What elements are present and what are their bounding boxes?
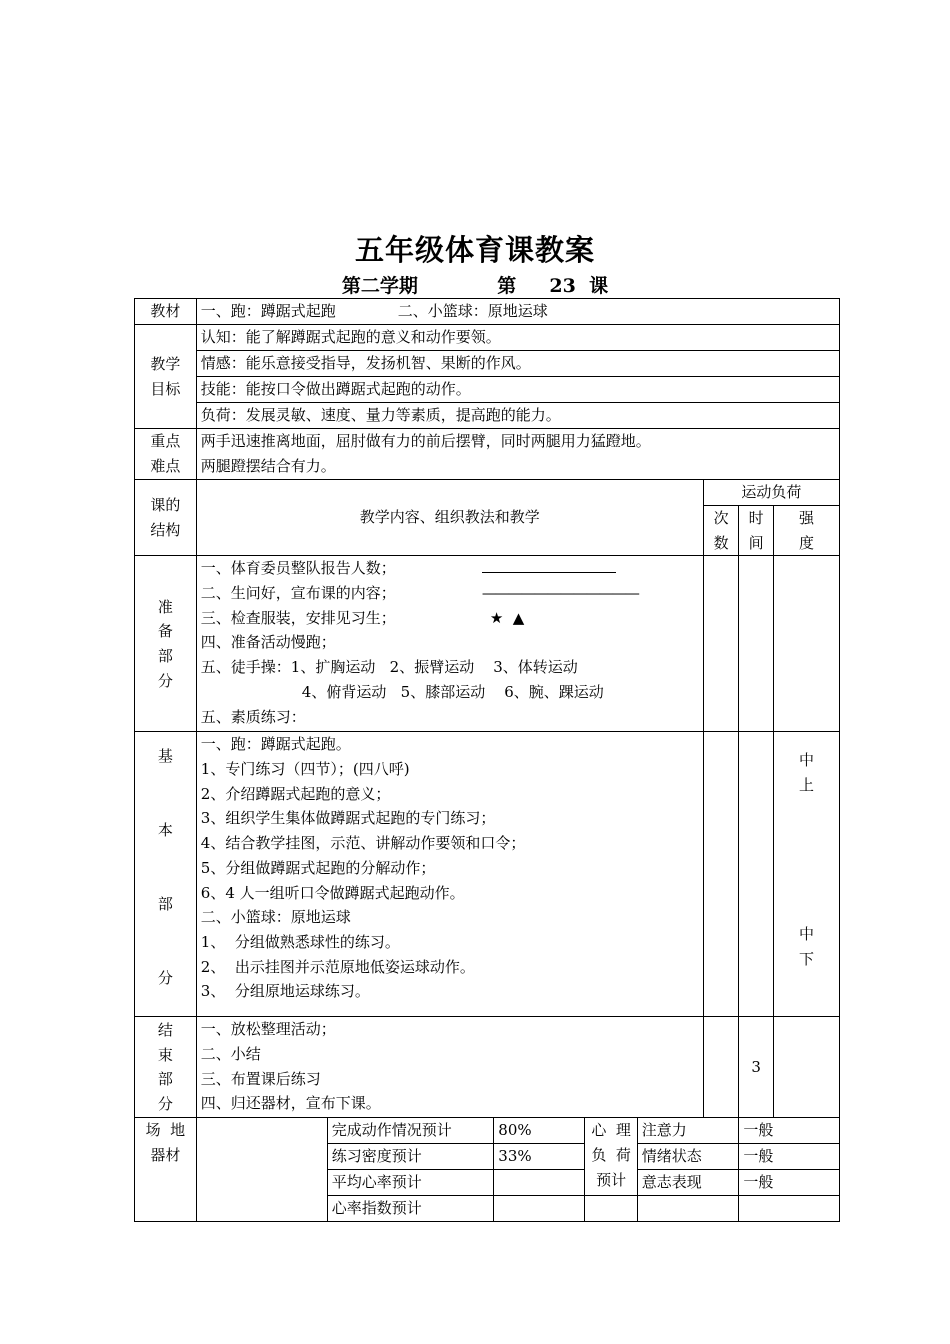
list-item: 五、素质练习： (200, 707, 306, 726)
list-item: 一、跑：蹲踞式起跑。 (200, 735, 351, 754)
dash-mark: ———————————— (481, 584, 638, 603)
list-item: 三、布置课后练习 (200, 1069, 321, 1088)
closing-label: 结 束 部 分 (135, 1017, 197, 1118)
estimate-label: 练习密度预计 (327, 1144, 494, 1170)
venue-content (196, 1118, 327, 1222)
count-header: 次 数 (703, 506, 739, 556)
list-item: 二、小篮球：原地运球 (200, 908, 351, 927)
objective-row-3 (135, 377, 840, 403)
semester-label: 第二学期 (341, 275, 418, 297)
estimate-label: 心率指数预计 (327, 1196, 494, 1222)
difficult-point: 两腿蹬摆结合有力。 (200, 456, 336, 475)
lesson-prefix: 第 (497, 275, 517, 297)
list-item: 6、4 人一组听口令做蹲踞式起跑动作。 (200, 883, 465, 902)
closing-content (196, 1017, 703, 1118)
main-label: 基 本 部 分 (135, 732, 197, 1017)
key-points-content (196, 429, 839, 480)
list-item: 一、体育委员整队报告人数； (201, 556, 699, 581)
objectives-label: 教学 目标 (135, 325, 197, 429)
venue-label: 场 地 器材 (135, 1118, 197, 1222)
key-points-label: 重点 难点 (135, 429, 197, 480)
star-triangle-icon: ★ ▲ (489, 608, 525, 627)
psych-label: 注意力 (637, 1118, 739, 1144)
estimate-value: 80% (494, 1118, 585, 1144)
prep-count (703, 556, 739, 732)
prep-time (739, 556, 774, 732)
psych-empty (739, 1196, 840, 1222)
psych-label: 情绪状态 (637, 1144, 739, 1170)
estimate-value: 33% (494, 1144, 585, 1170)
list-item: 三、检查服装，安排见习生； ★ ▲ (200, 608, 525, 627)
main-count (703, 732, 739, 1017)
list-item: 5、分组做蹲踞式起跑的分解动作； (200, 858, 436, 877)
prep-section-row (135, 556, 840, 732)
structure-label: 课的 结构 (135, 480, 197, 556)
estimate-value (494, 1196, 585, 1222)
objective-load: 负荷：发展灵敏、速度、量力等素质，提高跑的能力。 (196, 403, 839, 429)
objective-row-4 (135, 403, 840, 429)
list-item: 二、生问好，宣布课的内容； ———————————— (201, 581, 699, 606)
estimate-label: 平均心率预计 (327, 1170, 494, 1196)
closing-count (703, 1017, 739, 1118)
content-header: 教学内容、组织教法和教学 (196, 480, 703, 556)
footer-row-1 (135, 1118, 840, 1144)
estimate-label: 完成动作情况预计 (327, 1118, 494, 1144)
load-header: 运动负荷 (703, 480, 839, 506)
prep-content (196, 556, 703, 732)
psych-load-label: 心 理 负 荷 预计 (585, 1118, 637, 1196)
key-points-row (135, 429, 840, 480)
intensity-header: 强 度 (773, 506, 839, 556)
materials-row (135, 299, 840, 325)
time-header: 时 间 (739, 506, 774, 556)
list-item: 3、组织学生集体做蹲踞式起跑的专门练习； (200, 809, 496, 828)
list-item: 1、 分组做熟悉球性的练习。 (200, 932, 400, 951)
main-intensity: 中 上 中 下 (773, 732, 839, 1017)
list-item: 二、小结 (200, 1045, 261, 1064)
main-section-row (135, 732, 840, 1017)
psych-empty (637, 1196, 739, 1222)
objective-emotion: 情感：能乐意接受指导，发扬机智、果断的作风。 (196, 351, 839, 377)
psych-empty (585, 1196, 637, 1222)
list-item: 四、准备活动慢跑； (200, 633, 336, 652)
key-point: 两手迅速推离地面，屈肘做有力的前后摆臂，同时两腿用力猛蹬地。 (200, 432, 651, 450)
page-title: 五年级体育课教案 (354, 233, 595, 267)
list-item: 2、 出示挂图并示范原地低姿运球动作。 (200, 957, 475, 976)
prep-label: 准 备 部 分 (135, 556, 197, 732)
main-content (196, 732, 703, 1017)
closing-time: 3 (739, 1017, 774, 1118)
list-item: 4、俯背运动 5、膝部运动 6、腕、踝运动 (301, 682, 604, 701)
objective-skill: 技能：能按口令做出蹲踞式起跑的动作。 (196, 377, 839, 403)
objective-row-1 (135, 325, 840, 351)
list-item: 4、结合教学挂图，示范、讲解动作要领和口令； (200, 834, 526, 853)
psych-label: 意志表现 (637, 1170, 739, 1196)
psych-value: 一般 (739, 1118, 840, 1144)
psych-value: 一般 (739, 1144, 840, 1170)
lesson-suffix: 课 (589, 275, 609, 297)
psych-value: 一般 (739, 1170, 840, 1196)
prep-intensity (773, 556, 839, 732)
materials-label: 教材 (135, 299, 197, 325)
list-item: 3、 分组原地运球练习。 (200, 982, 370, 1001)
list-item: 一、放松整理活动； (200, 1020, 336, 1039)
list-item: 四、归还器材，宣布下课。 (200, 1094, 381, 1113)
lesson-number: 23 (549, 275, 576, 297)
list-item: 1、专门练习（四节）；(四八呼) (200, 760, 410, 779)
objective-cognition: 认知：能了解蹲踞式起跑的意义和动作要领。 (196, 325, 839, 351)
closing-section-row (135, 1017, 840, 1118)
closing-intensity (773, 1017, 839, 1118)
objective-row-2 (135, 351, 840, 377)
materials-content: 一、跑：蹲踞式起跑 二、小篮球：原地运球 (196, 299, 839, 325)
lesson-plan-table (134, 298, 840, 1222)
list-item: 2、介绍蹲踞式起跑的意义； (200, 784, 391, 803)
structure-header-row-1 (135, 480, 840, 506)
underline-mark (482, 560, 616, 573)
page-subtitle (0, 271, 950, 298)
main-time (739, 732, 774, 1017)
list-item: 五、徒手操：1、扩胸运动 2、振臂运动 3、体转运动 (200, 658, 578, 677)
estimate-value (494, 1170, 585, 1196)
